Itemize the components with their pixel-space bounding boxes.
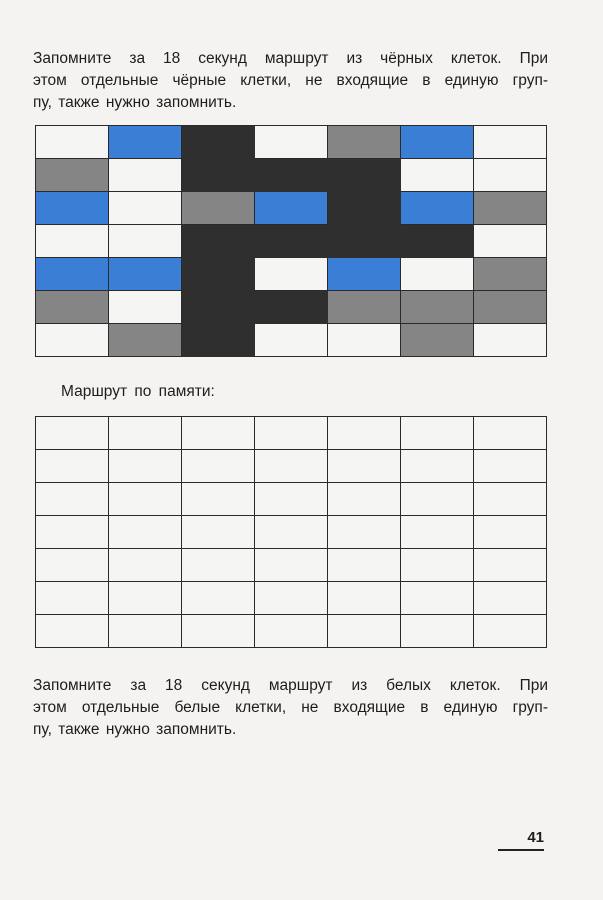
answer-cell[interactable] (474, 417, 547, 450)
pattern-cell-black (328, 192, 401, 225)
pattern-cell-black (182, 126, 255, 159)
answer-cell[interactable] (36, 615, 109, 648)
answer-cell[interactable] (401, 549, 474, 582)
pattern-cell-blue (36, 258, 109, 291)
answer-cell[interactable] (328, 483, 401, 516)
answer-cell[interactable] (328, 450, 401, 483)
pattern-cell-white (36, 225, 109, 258)
answer-cell[interactable] (36, 417, 109, 450)
answer-cell[interactable] (182, 582, 255, 615)
instruction-line: этом отдельные белые клетки, не входящие в единую груп- (33, 699, 548, 716)
pattern-cell-white (36, 126, 109, 159)
answer-cell[interactable] (328, 417, 401, 450)
answer-cell[interactable] (182, 483, 255, 516)
answer-cell[interactable] (255, 516, 328, 549)
pattern-cell-white (255, 258, 328, 291)
pattern-cell-gray (401, 324, 474, 357)
instruction-black-cells (33, 48, 548, 114)
pattern-cell-black (182, 291, 255, 324)
answer-cell[interactable] (182, 450, 255, 483)
answer-cell[interactable] (328, 615, 401, 648)
answer-cell[interactable] (36, 516, 109, 549)
pattern-cell-white (255, 126, 328, 159)
page-number: 41 (527, 829, 544, 846)
pattern-cell-white (109, 291, 182, 324)
pattern-cell-blue (36, 192, 109, 225)
answer-cell[interactable] (401, 615, 474, 648)
answer-cell[interactable] (328, 582, 401, 615)
answer-cell[interactable] (474, 615, 547, 648)
pattern-cell-gray (36, 291, 109, 324)
answer-cell[interactable] (401, 417, 474, 450)
pattern-cell-black (401, 225, 474, 258)
answer-cell[interactable] (474, 516, 547, 549)
pattern-cell-black (182, 159, 255, 192)
pattern-cell-white (401, 159, 474, 192)
instruction-line: пу, также нужно запомнить. (33, 721, 237, 738)
answer-cell[interactable] (109, 516, 182, 549)
answer-cell[interactable] (474, 549, 547, 582)
pattern-cell-black (255, 225, 328, 258)
pattern-cell-white (255, 324, 328, 357)
pattern-cell-gray (109, 324, 182, 357)
pattern-cell-white (401, 258, 474, 291)
pattern-cell-gray (182, 192, 255, 225)
answer-cell[interactable] (182, 549, 255, 582)
pattern-cell-white (109, 225, 182, 258)
pattern-cell-gray (328, 126, 401, 159)
pattern-cell-black (328, 225, 401, 258)
answer-cell[interactable] (109, 417, 182, 450)
page-number-rule (498, 849, 544, 851)
instruction-line: Запомните за 18 секунд маршрут из чёрных клеток. При (33, 50, 548, 67)
answer-cell[interactable] (328, 549, 401, 582)
answer-cell[interactable] (109, 549, 182, 582)
answer-cell[interactable] (255, 582, 328, 615)
instruction-white-cells (33, 675, 548, 741)
answer-cell[interactable] (401, 483, 474, 516)
answer-cell[interactable] (36, 483, 109, 516)
answer-cell[interactable] (255, 615, 328, 648)
answer-cell[interactable] (109, 450, 182, 483)
answer-cell[interactable] (182, 417, 255, 450)
answer-cell[interactable] (182, 615, 255, 648)
pattern-cell-blue (109, 258, 182, 291)
pattern-cell-gray (36, 159, 109, 192)
answer-cell[interactable] (36, 582, 109, 615)
answer-cell[interactable] (109, 582, 182, 615)
pattern-cell-black (255, 291, 328, 324)
pattern-cell-white (328, 324, 401, 357)
pattern-cell-gray (474, 192, 547, 225)
pattern-grid (35, 125, 547, 357)
answer-cell[interactable] (109, 483, 182, 516)
pattern-cell-white (109, 192, 182, 225)
memory-route-heading: Маршрут по памяти: (61, 383, 215, 400)
pattern-cell-white (474, 126, 547, 159)
answer-cell[interactable] (182, 516, 255, 549)
answer-cell[interactable] (36, 549, 109, 582)
answer-cell[interactable] (109, 615, 182, 648)
answer-grid (35, 416, 547, 648)
pattern-cell-gray (474, 291, 547, 324)
answer-cell[interactable] (255, 549, 328, 582)
pattern-cell-blue (401, 126, 474, 159)
instruction-line: этом отдельные чёрные клетки, не входящие в единую груп- (33, 72, 548, 89)
answer-cell[interactable] (474, 582, 547, 615)
pattern-cell-blue (109, 126, 182, 159)
answer-cell[interactable] (474, 483, 547, 516)
answer-cell[interactable] (401, 582, 474, 615)
instruction-line: Запомните за 18 секунд маршрут из белых клеток. При (33, 677, 548, 694)
pattern-cell-blue (401, 192, 474, 225)
pattern-cell-black (182, 225, 255, 258)
pattern-cell-white (36, 324, 109, 357)
pattern-cell-black (182, 258, 255, 291)
pattern-cell-gray (328, 291, 401, 324)
answer-cell[interactable] (255, 450, 328, 483)
answer-cell[interactable] (255, 417, 328, 450)
pattern-cell-blue (328, 258, 401, 291)
instruction-line: пу, также нужно запомнить. (33, 94, 237, 111)
answer-cell[interactable] (401, 516, 474, 549)
pattern-cell-black (255, 159, 328, 192)
answer-cell[interactable] (255, 483, 328, 516)
pattern-cell-white (474, 324, 547, 357)
answer-cell[interactable] (474, 450, 547, 483)
answer-cell[interactable] (401, 450, 474, 483)
answer-cell[interactable] (328, 516, 401, 549)
pattern-cell-black (328, 159, 401, 192)
pattern-cell-blue (255, 192, 328, 225)
pattern-cell-white (474, 225, 547, 258)
pattern-cell-black (182, 324, 255, 357)
pattern-cell-gray (474, 258, 547, 291)
answer-cell[interactable] (36, 450, 109, 483)
pattern-cell-white (109, 159, 182, 192)
pattern-cell-gray (401, 291, 474, 324)
pattern-cell-white (474, 159, 547, 192)
